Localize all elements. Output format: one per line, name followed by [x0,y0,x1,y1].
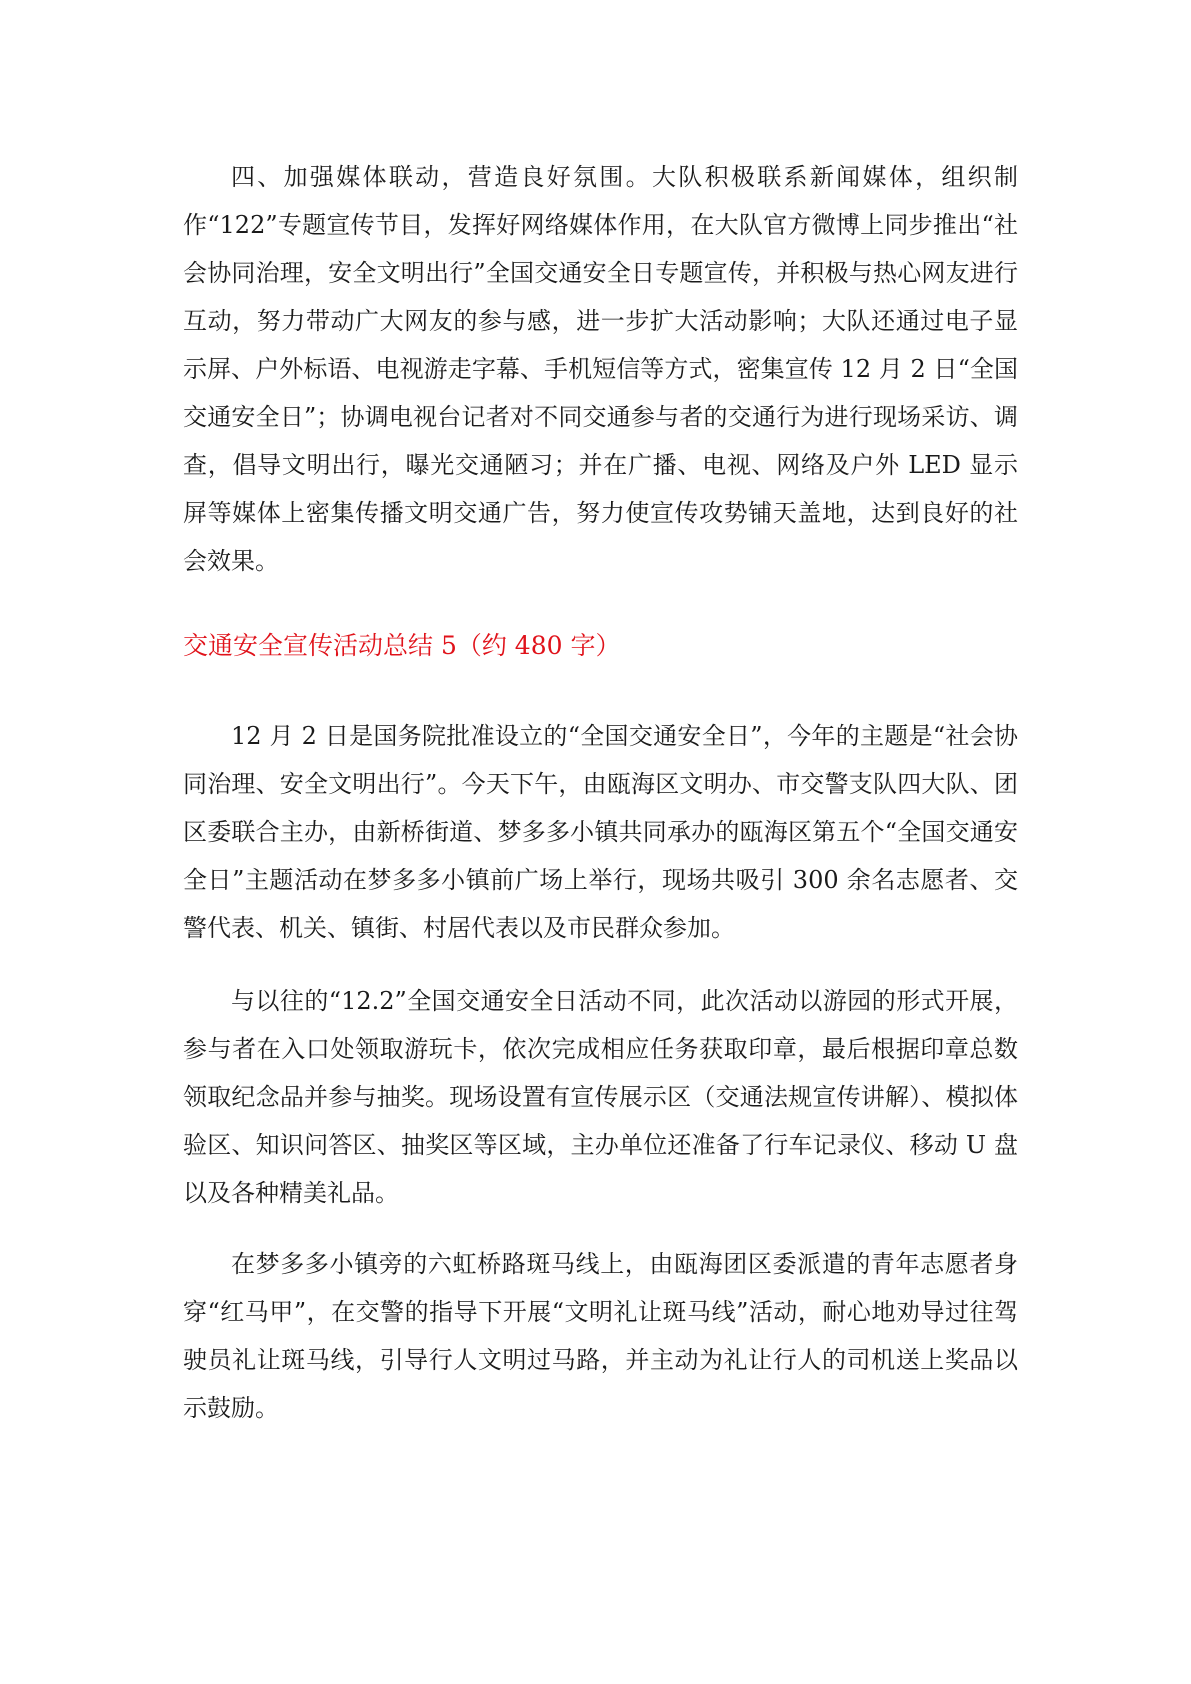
paragraph-zebra-crossing: 在梦多多小镇旁的六虹桥路斑马线上，由瓯海团区委派遣的青年志愿者身穿“红马甲”，在交警的指导下开展“文明礼让斑马线”活动，耐心地劝导过往驾驶员礼让斑马线，引导行人文明过马路，并主动为礼让行人的司机送上奖品以示鼓励。 [183,1250,1018,1422]
section-heading: 交通安全宣传活动总结 5（约 480 字） [183,631,621,660]
paragraph-media-coordination: 四、加强媒体联动，营造良好氛围。大队积极联系新闻媒体，组织制作“122”专题宣传节目，发挥好网络媒体作用，在大队官方微博上同步推出“社会协同治理，安全文明出行”全国交通安全日专题宣传，并积极与热心网友进行互动，努力带动广大网友的参与感，进一步扩大活动影响；大队还通过电子显示屏、户外标语、电视游走字幕、手机短信等方式，密集宣传 12 月 2 日“全国交通安全日”；协调电视台记者对不同交通参与者的交通行为进行现场采访、调查，倡导文明出行，曝光交通陋习；并在广播、电视、网络及户外 LED 显示屏等媒体上密集传播文明交通广告，努力使宣传攻势铺天盖地，达到良好的社会效果。 [183,163,1018,575]
paragraph-event-format: 与以往的“12.2”全国交通安全日活动不同，此次活动以游园的形式开展，参与者在入口处领取游玩卡，依次完成相应任务获取印章，最后根据印章总数领取纪念品并参与抽奖。现场设置有宣传展示区（交通法规宣传讲解）、模拟体验区、知识问答区、抽奖区等区域，主办单位还准备了行车记录仪、移动 U 盘以及各种精美礼品。 [183,987,1018,1207]
paragraph-event-overview: 12 月 2 日是国务院批准设立的“全国交通安全日”，今年的主题是“社会协同治理、安全文明出行”。今天下午，由瓯海区文明办、市交警支队四大队、团区委联合主办，由新桥街道、梦多多小镇共同承办的瓯海区第五个“全国交通安全日”主题活动在梦多多小镇前广场上举行，现场共吸引 300 余名志愿者、交警代表、机关、镇街、村居代表以及市民群众参加。 [183,722,1018,942]
